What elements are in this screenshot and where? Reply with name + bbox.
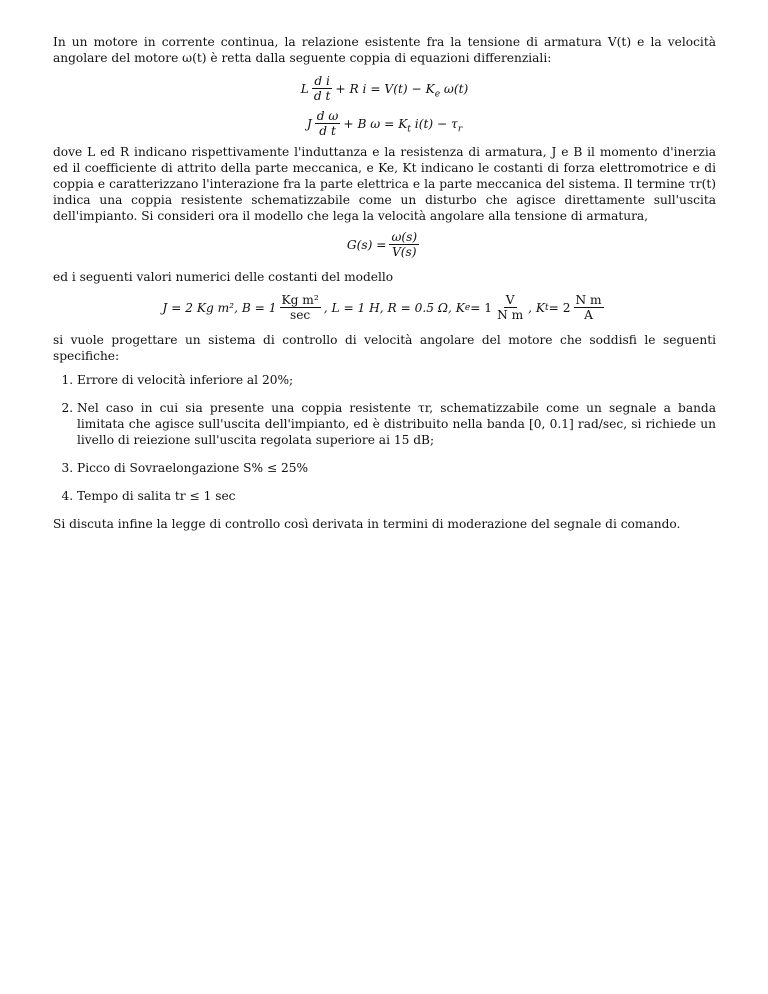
eq2-fraction	[315, 109, 341, 138]
spec-list	[53, 372, 716, 504]
const-LR: , L = 1 H, R = 0.5 Ω, K	[323, 300, 465, 315]
eq2-sub: t	[407, 123, 411, 134]
eq2-coef: J	[306, 116, 312, 131]
eq1-sub: e	[434, 88, 441, 99]
tf-lhs: G(s) =	[346, 237, 387, 252]
constants-line: J = 2 Kg m², B = 1 $\frac{\text{Kg m²}}{\sec}$ , L = 1 H, R = 0.5 Ω, K e = 1 $\frac{V}{\text{N m}}$ , K t = 2 $\frac{\text{N m}}{A}$	[162, 293, 602, 322]
eq2-den: d t	[319, 124, 336, 138]
equation-mechanical	[53, 109, 716, 138]
spec-item: 3. Picco di Sovraelongazione S% ≤ 25%	[77, 460, 716, 476]
spec-item: 4. Tempo di salita tr ≤ 1 sec	[77, 488, 716, 504]
description-paragraph: dove L ed R indicano rispettivamente l'induttanza e la resistenza di armatura, J e B il momento d'inerzia ed il coefficiente di attrito della parte meccanica, e Ke, Kt indicano le costanti di forza elettromotrice e di coppia e caratterizzano l'interazione fra la parte elettrica e la parte meccanica del sistema. Il termine τr(t) indica una coppia resistente schematizzabile come un disturbo che agisce direttamente sull'uscita dell'impianto. Si consideri ora il modello che lega la velocità angolare alla tensione di armatura,	[53, 145, 716, 223]
const-Kt-num: N m	[575, 293, 602, 307]
const-Kt-unit	[574, 293, 604, 322]
constants-intro: ed i seguenti valori numerici delle costanti del modello	[53, 270, 394, 284]
eq2-rest	[343, 116, 462, 132]
const-Kt: , K	[528, 300, 546, 315]
intro-paragraph: In un motore in corrente continua, la relazione esistente fra la tensione di armatura V(t) e la velocità angolare del motore ω(t) è retta dalla seguente coppia di equazioni differenziali:	[53, 35, 716, 65]
transfer-function	[53, 230, 716, 259]
document-page	[53, 34, 716, 532]
tf-num: ω(s)	[391, 230, 418, 244]
eq2-tail: i(t) − τ	[410, 116, 458, 131]
eq1-num: d i	[314, 74, 330, 88]
equation-electrical	[53, 74, 716, 103]
tf-den: V(s)	[392, 245, 417, 259]
eq1-den: d t	[313, 89, 331, 103]
tf-fraction	[389, 230, 419, 259]
specs-intro: si vuole progettare un sistema di controllo di velocità angolare del motore che soddisfi le seguenti specifiche:	[53, 333, 716, 363]
eq1-rest	[335, 81, 468, 97]
const-J: J = 2 Kg m², B = 1	[162, 300, 277, 315]
eq1-fraction	[312, 74, 333, 103]
spec-item: 2. Nel caso in cui sia presente una coppia resistente τr, schematizzabile come un segnale a banda limitata che agisce sull'uscita dell'impianto, ed è distribuito nella banda [0, 0.1] rad/sec, si richiede un livello di reiezione sull'uscita regolata superiore ai 15 dB;	[77, 400, 716, 448]
const-B-num: Kg m²	[281, 293, 319, 307]
closing-paragraph: Si discuta infine la legge di controllo così derivata in termini di moderazione del segnale di comando.	[53, 517, 681, 531]
const-Ke-den: N m	[497, 308, 524, 322]
const-Ke-num: V	[505, 293, 515, 307]
const-Kt-val: = 2	[548, 300, 571, 315]
eq2-rest-text: + B ω = K	[343, 116, 408, 131]
eq1-rest-text: + R i = V(t) − K	[335, 81, 435, 96]
eq2-sub2: r	[457, 123, 463, 134]
const-B-den: sec	[289, 308, 311, 322]
spec-item: 1. Errore di velocità inferiore al 20%;	[77, 372, 716, 388]
eq1-tail: ω(t)	[440, 81, 469, 96]
eq1-coef: L	[300, 81, 309, 96]
const-Ke-val: = 1	[470, 300, 493, 315]
eq2-num: d ω	[316, 109, 339, 123]
const-Kt-den: A	[584, 308, 593, 322]
const-Ke-unit	[495, 293, 525, 322]
const-B-unit	[280, 293, 321, 322]
